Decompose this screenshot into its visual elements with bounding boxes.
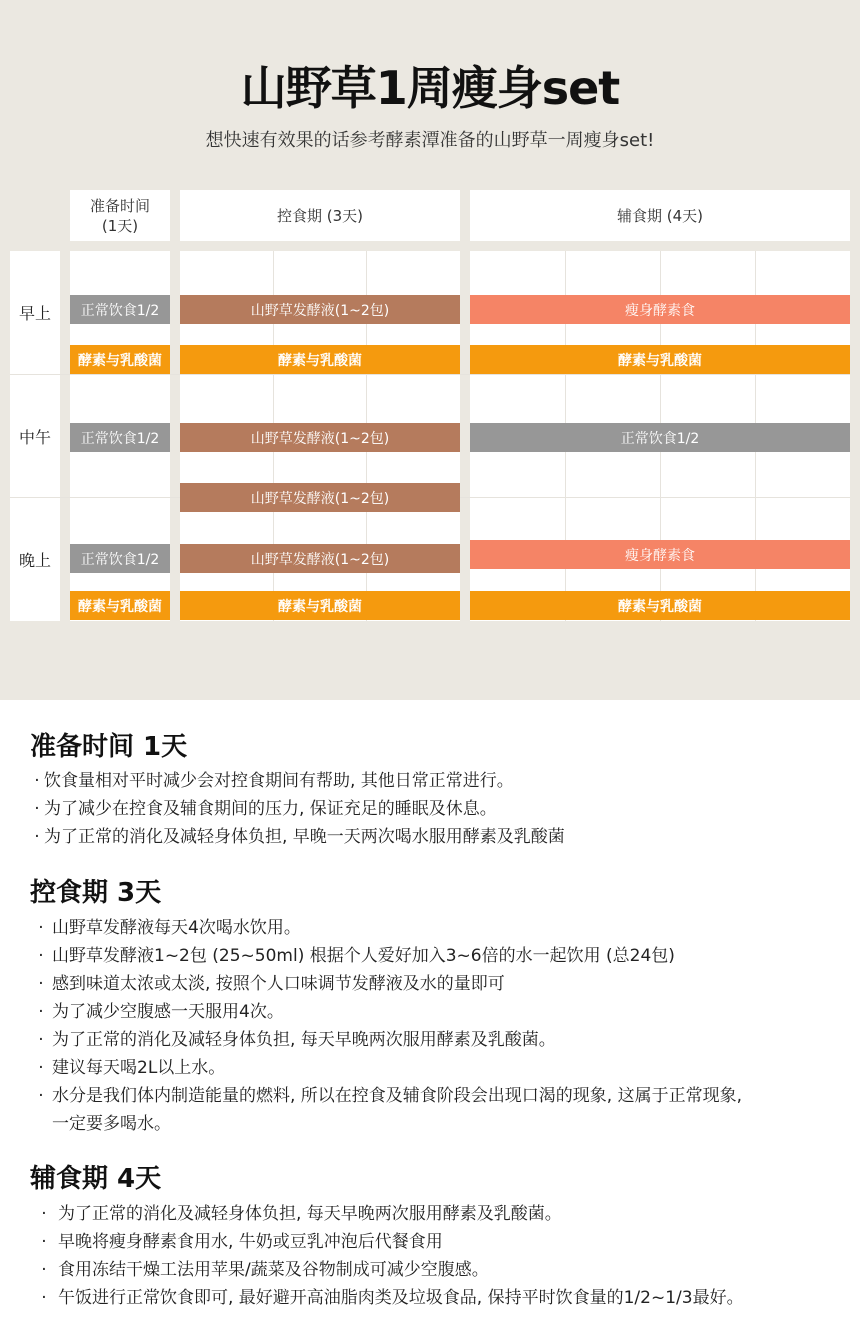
bullet-dot: · [41, 1204, 47, 1224]
list-item-text: 山野草发酵液1~2包 (25~50ml) 根据个人爱好加入3~6倍的水一起饮用 (总24包) [52, 946, 675, 966]
prep-evening-enzyme: 酵素与乳酸菌 [70, 591, 170, 620]
list-item-continuation: 一定要多喝水。 [52, 1114, 171, 1134]
bullet-dot: · [38, 1030, 44, 1050]
aux-evening-enzyme: 酵素与乳酸菌 [470, 591, 850, 620]
list-item-text: 为了减少空腹感一天服用4次。 [52, 1002, 284, 1022]
bullet-dot: · [41, 1260, 47, 1280]
page-title: 山野草1周瘦身set [240, 61, 620, 115]
list-item-text: 饮食量相对平时减少会对控食期间有帮助, 其他日常正常进行。 [44, 771, 514, 791]
header-prep [70, 190, 170, 241]
header-prep-line2: (1天) [101, 216, 139, 235]
prep-morning-enzyme: 酵素与乳酸菌 [70, 345, 170, 374]
page-subtitle: 想快速有效果的话参考酵素潭准备的山野草一周瘦身set! [205, 130, 655, 151]
list-item-text: 为了正常的消化及减轻身体负担, 每天早晚两次服用酵素及乳酸菌。 [58, 1204, 562, 1224]
section-aux-list [30, 1200, 830, 1312]
header-aux: 辅食期 (4天) [470, 190, 850, 241]
row-label-evening: 晚上 [10, 498, 60, 621]
bullet-dot: · [34, 827, 40, 847]
list-item [30, 767, 830, 795]
header-control: 控食期 (3天) [180, 190, 460, 241]
bullet-dot: · [38, 918, 44, 938]
section-control-title: 控食期 3天 [30, 878, 162, 908]
list-item [30, 1200, 830, 1228]
row-label-noon: 中午 [10, 375, 60, 497]
list-item-text: 为了正常的消化及减轻身体负担, 早晚一天两次喝水服用酵素及乳酸菌 [44, 827, 565, 847]
list-item [30, 1026, 830, 1054]
header-prep-line1: 准备时间 [89, 196, 150, 215]
list-item [30, 914, 830, 942]
control-morning-ferment: 山野草发酵液(1~2包) [180, 295, 460, 324]
control-evening-ferment: 山野草发酵液(1~2包) [180, 544, 460, 573]
section-aux-title: 辅食期 4天 [30, 1164, 162, 1194]
list-item-text: 早晚将瘦身酵素食用水, 牛奶或豆乳冲泡后代餐食用 [58, 1232, 443, 1252]
bullet-dot: · [38, 946, 44, 966]
row-label-morning: 早上 [10, 251, 60, 374]
prep-noon-meal: 正常饮食1/2 [70, 423, 170, 452]
bullet-dot: · [34, 799, 40, 819]
control-noon-ferment: 山野草发酵液(1~2包) [180, 423, 460, 452]
list-item [30, 1082, 830, 1110]
prep-morning-meal: 正常饮食1/2 [70, 295, 170, 324]
list-item [30, 1228, 830, 1256]
aux-noon-meal: 正常饮食1/2 [470, 423, 850, 452]
prep-evening-meal: 正常饮食1/2 [70, 544, 170, 573]
list-item [30, 1256, 830, 1284]
control-evening-enzyme: 酵素与乳酸菌 [180, 591, 460, 620]
bullet-dot: · [34, 771, 40, 791]
control-morning-enzyme: 酵素与乳酸菌 [180, 345, 460, 374]
list-item-text: 午饭进行正常饮食即可, 最好避开高油脂肉类及垃圾食品, 保持平时饮食量的1/2~1/3最好。 [58, 1288, 744, 1308]
bullet-dot: · [38, 1058, 44, 1078]
aux-morning-enzyme: 酵素与乳酸菌 [470, 345, 850, 374]
list-item [30, 1054, 830, 1082]
bullet-dot: · [41, 1288, 47, 1308]
bullet-dot: · [38, 1086, 44, 1106]
list-item [30, 942, 830, 970]
aux-evening-food: 瘦身酵素食 [470, 540, 850, 569]
list-item-text: 建议每天喝2L以上水。 [52, 1058, 226, 1078]
list-item-text: 水分是我们体内制造能量的燃料, 所以在控食及辅食阶段会出现口渴的现象, 这属于正常现象, [52, 1086, 743, 1106]
bullet-dot: · [38, 974, 44, 994]
bullet-dot: · [41, 1232, 47, 1252]
control-afternoon-ferment: 山野草发酵液(1~2包) [180, 483, 460, 512]
list-item [30, 1284, 830, 1312]
list-item-text: 山野草发酵液每天4次喝水饮用。 [52, 918, 301, 938]
list-item [30, 970, 830, 998]
section-control-list [30, 914, 830, 1138]
list-item [30, 795, 830, 823]
list-item [30, 823, 830, 851]
list-item [30, 998, 830, 1026]
list-item-text: 感到味道太浓或太淡, 按照个人口味调节发酵液及水的量即可 [52, 974, 505, 994]
list-item-text: 食用冻结干燥工法用苹果/蔬菜及谷物制成可减少空腹感。 [58, 1260, 489, 1280]
section-prep-list [30, 767, 830, 851]
bullet-dot: · [38, 1002, 44, 1022]
aux-morning-food: 瘦身酵素食 [470, 295, 850, 324]
list-item-text: 为了正常的消化及减轻身体负担, 每天早晚两次服用酵素及乳酸菌。 [52, 1030, 556, 1050]
section-prep-title: 准备时间 1天 [30, 732, 188, 762]
list-item-text: 为了减少在控食及辅食期间的压力, 保证充足的睡眠及休息。 [44, 799, 497, 819]
grid-line [10, 374, 850, 375]
